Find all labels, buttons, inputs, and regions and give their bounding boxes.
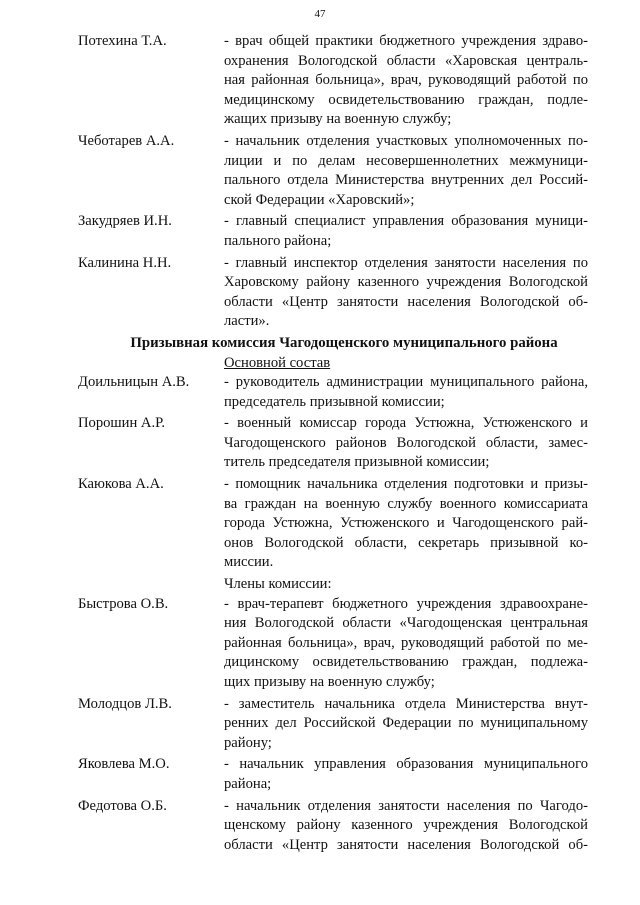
person-position (224, 695, 588, 754)
person-entry (78, 755, 588, 794)
text-line: пального района; (224, 232, 332, 249)
text-line: пального отдела Министерства внутренних дел Россий- (224, 172, 588, 189)
text-line: - помощник начальника отделения подготовки и призы- (224, 476, 588, 493)
text-line: - военный комиссар города Устюжна, Устюженского и (224, 415, 588, 432)
document-body (78, 32, 588, 857)
text-line: ской Федерации «Харовский»; (224, 191, 415, 208)
person-entry (78, 797, 588, 856)
person-name: Калинина Н.Н. (78, 254, 172, 271)
person-position (224, 595, 588, 693)
text-line: титель председателя призывной комиссии; (224, 454, 490, 471)
person-name: Яковлева М.О. (78, 756, 170, 773)
person-position (224, 475, 588, 573)
person-position (224, 254, 588, 332)
person-entry (78, 132, 588, 210)
person-position (224, 373, 588, 412)
person-name: Закудряев И.Н. (78, 213, 172, 230)
text-line: - начальник отделения участковых уполномоченных по- (224, 132, 588, 149)
members-label: Члены комиссии: (224, 576, 332, 593)
text-line: района; (224, 775, 272, 792)
text-line: города Устюжна, Устюженского и Чагодощенского рай- (224, 515, 588, 532)
text-line: Харовскому району казенного учреждения Вологодской (224, 274, 588, 291)
person-position (224, 32, 588, 130)
person-entry (78, 373, 588, 412)
person-entry (78, 32, 588, 130)
text-line: миссии. (224, 554, 274, 571)
person-name: Молодцов Л.В. (78, 695, 172, 712)
text-line: ва граждан на военную службу военного комиссариата (224, 495, 588, 512)
text-line: области «Центр занятости населения Вологодской об- (224, 836, 588, 853)
person-name: Федотова О.Б. (78, 797, 167, 814)
text-line: району; (224, 734, 272, 751)
text-line: медицинскому освидетельствованию граждан, подле- (224, 91, 588, 108)
person-entry (78, 414, 588, 473)
person-position (224, 755, 588, 794)
person-name: Потехина Т.А. (78, 33, 167, 49)
text-line: щенскому району казенного учреждения Вологодской (224, 817, 588, 834)
text-line: дицинскому освидетельствованию граждан, подлежа- (224, 654, 588, 671)
text-line: - главный инспектор отделения занятости населения по (224, 254, 588, 271)
person-entry (78, 595, 588, 693)
text-line: ная районная больница», врач, руководящий работой по (224, 72, 588, 89)
person-position (224, 212, 588, 251)
page-number: 47 (314, 8, 326, 20)
person-name: Чеботарев А.А. (78, 132, 175, 149)
person-name: Доильницын А.В. (78, 374, 190, 391)
text-line: области «Центр занятости населения Вологодской об- (224, 293, 588, 310)
person-entry (78, 475, 588, 573)
section-main-composition (78, 373, 588, 573)
person-name: Порошин А.Р. (78, 415, 166, 432)
text-line: Чагодощенского районов Вологодской области, замес- (224, 434, 588, 451)
person-entry (78, 695, 588, 754)
text-line: председатель призывной комиссии; (224, 393, 445, 410)
text-line: щих призыву на военную службу; (224, 674, 435, 690)
text-line: - руководитель администрации муниципального района, (224, 374, 588, 391)
text-line: ренних дел Российской Федерации по муниципальному (224, 715, 588, 732)
text-line: - начальник управления образования муниципального (224, 756, 588, 773)
section-previous-commission (78, 32, 588, 332)
text-line: районная больница», врач, руководящий работой по ме- (224, 634, 588, 651)
person-name: Каюкова А.А. (78, 476, 164, 493)
text-line: ния Вологодской области «Чагодощенская центральная (224, 615, 588, 632)
text-line: жащих призыву на военную службу; (224, 111, 452, 128)
person-position (224, 132, 588, 210)
person-entry (78, 254, 588, 332)
text-line: онов Вологодской области, секретарь призывной ко- (224, 534, 588, 551)
text-line: - начальник отделения занятости населения по Чагодо- (224, 797, 588, 814)
section-members (78, 595, 588, 856)
person-position (224, 797, 588, 856)
commission-heading: Призывная комиссия Чагодощенского муниципального района (130, 334, 558, 351)
text-line: ласти». (224, 313, 270, 330)
person-name: Быстрова О.В. (78, 595, 169, 612)
text-line: лиции и по делам несовершеннолетних межмуници- (224, 152, 588, 169)
person-position (224, 414, 588, 473)
text-line: охранения Вологодской области «Харовская централь- (224, 52, 588, 69)
text-line: - врач общей практики бюджетного учреждения здраво- (224, 33, 588, 49)
text-line: - врач-терапевт бюджетного учреждения здравоохране- (224, 595, 588, 612)
text-line: - заместитель начальника отдела Министерства внут- (224, 695, 588, 712)
person-entry (78, 212, 588, 251)
text-line: - главный специалист управления образования муници- (224, 213, 588, 230)
main-composition-label: Основной состав (224, 354, 331, 371)
